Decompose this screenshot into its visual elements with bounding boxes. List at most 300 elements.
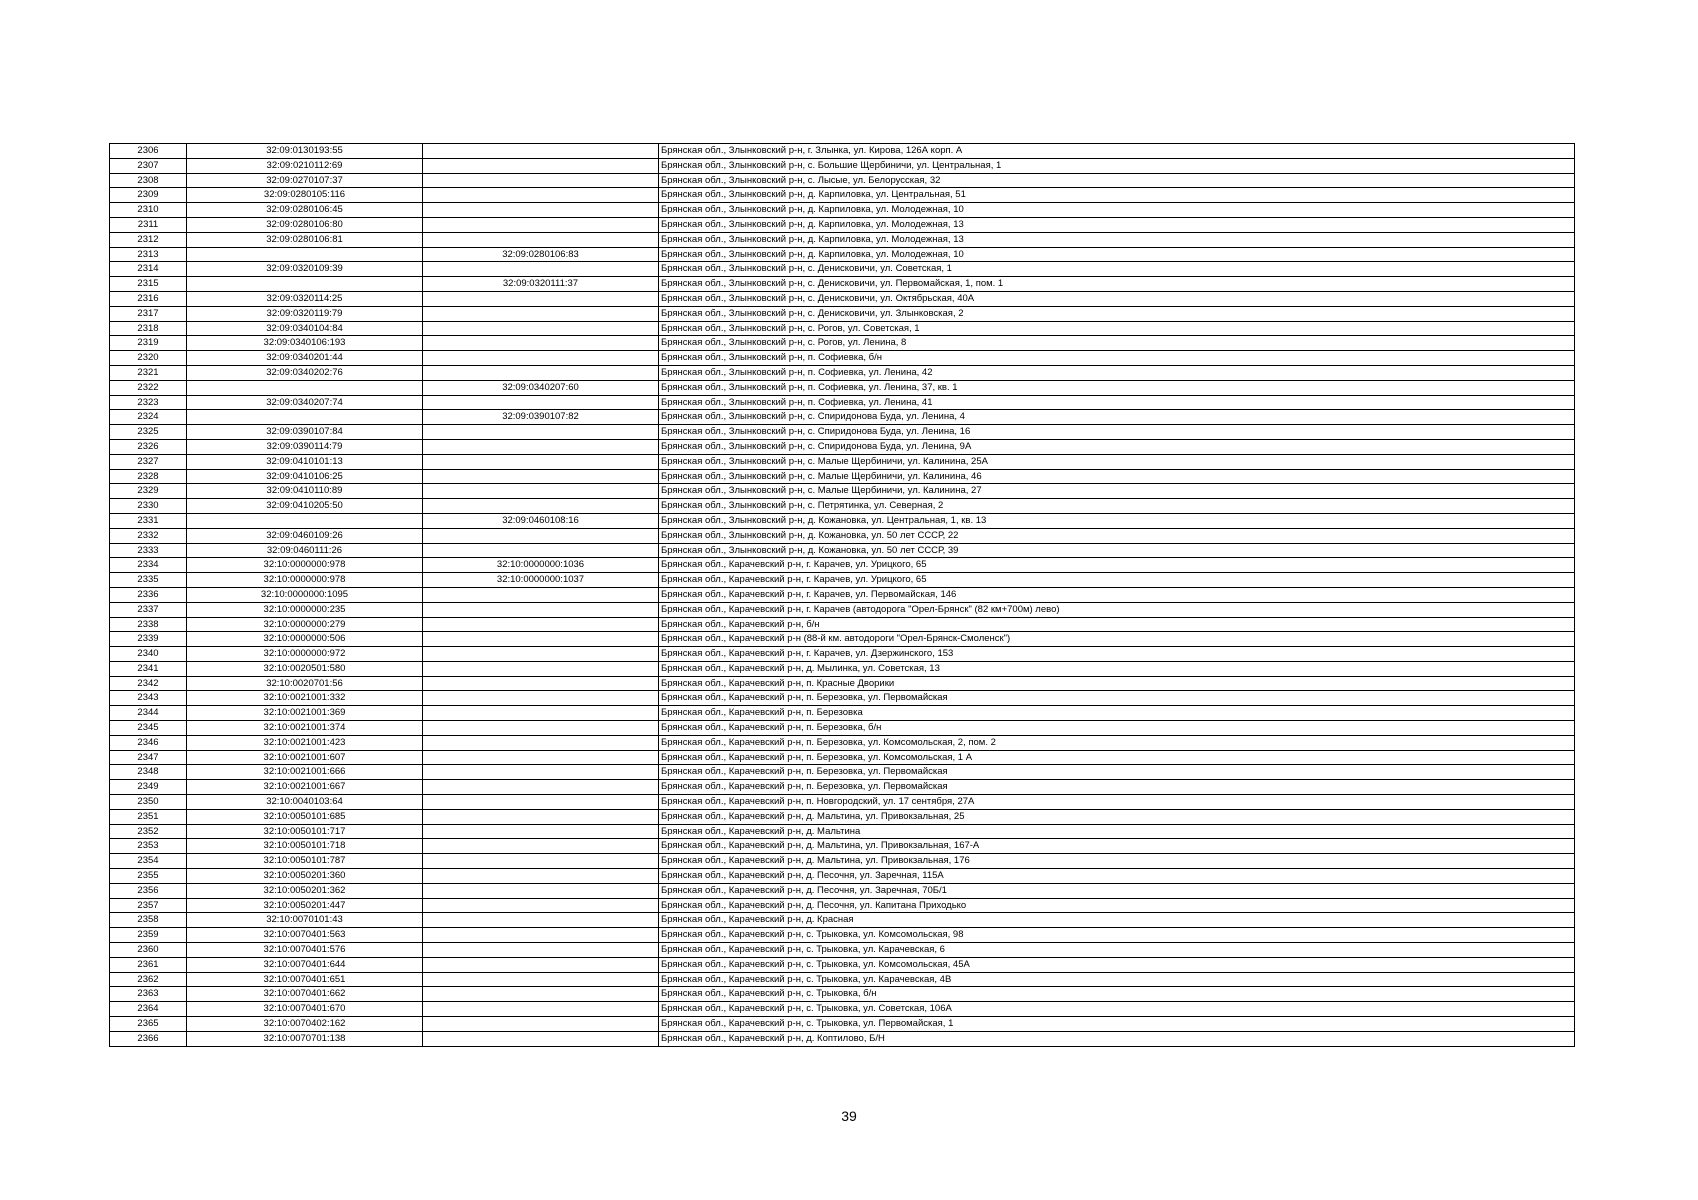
cadastral-number-cell: 32:09:0390114:79 (187, 439, 423, 454)
address-cell: Брянская обл., Карачевский р-н, с. Трыковка, ул. Первомайская, 1 (659, 1017, 1575, 1032)
address-cell: Брянская обл., Карачевский р-н, д. Коптилово, Б/Н (659, 1031, 1575, 1046)
address-cell: Брянская обл., Злынковский р-н, с. Петрятинка, ул. Северная, 2 (659, 499, 1575, 514)
row-number-cell: 2341 (110, 661, 187, 676)
related-cadastral-number-cell (423, 543, 659, 558)
address-cell: Брянская обл., Карачевский р-н, д. Песочня, ул. Заречная, 115А (659, 869, 1575, 884)
address-cell: Брянская обл., Злынковский р-н, с. Денисковичи, ул. Октябрьская, 40А (659, 291, 1575, 306)
table-body (110, 144, 1575, 1047)
related-cadastral-number-cell (423, 217, 659, 232)
table-row (110, 306, 1575, 321)
row-number-cell: 2354 (110, 854, 187, 869)
address-cell: Брянская обл., Карачевский р-н, д. Мальтина, ул. Привокзальная, 167-А (659, 839, 1575, 854)
row-number-cell: 2308 (110, 173, 187, 188)
related-cadastral-number-cell: 32:09:0390107:82 (423, 410, 659, 425)
table-row (110, 661, 1575, 676)
related-cadastral-number-cell (423, 943, 659, 958)
row-number-cell: 2321 (110, 365, 187, 380)
table-row (110, 291, 1575, 306)
related-cadastral-number-cell (423, 587, 659, 602)
table-row (110, 883, 1575, 898)
related-cadastral-number-cell (423, 144, 659, 159)
related-cadastral-number-cell (423, 661, 659, 676)
related-cadastral-number-cell (423, 1017, 659, 1032)
table-row (110, 188, 1575, 203)
address-cell: Брянская обл., Карачевский р-н, п. Березовка, ул. Комсомольская, 1 А (659, 750, 1575, 765)
address-cell: Брянская обл., Карачевский р-н, п. Новгородский, ул. 17 сентября, 27А (659, 795, 1575, 810)
table-row (110, 721, 1575, 736)
address-cell: Брянская обл., Злынковский р-н, с. Малые Щербиничи, ул. Калинина, 25А (659, 454, 1575, 469)
related-cadastral-number-cell (423, 173, 659, 188)
table-row (110, 277, 1575, 292)
row-number-cell: 2334 (110, 558, 187, 573)
address-cell: Брянская обл., Карачевский р-н, г. Карачев, ул. Первомайская, 146 (659, 587, 1575, 602)
related-cadastral-number-cell: 32:09:0460108:16 (423, 513, 659, 528)
table-row (110, 543, 1575, 558)
cadastral-number-cell: 32:09:0390107:84 (187, 425, 423, 440)
cadastral-number-cell: 32:09:0280105:116 (187, 188, 423, 203)
cadastral-number-cell: 32:09:0280106:45 (187, 203, 423, 218)
related-cadastral-number-cell (423, 454, 659, 469)
related-cadastral-number-cell (423, 824, 659, 839)
table-row (110, 321, 1575, 336)
related-cadastral-number-cell (423, 351, 659, 366)
row-number-cell: 2310 (110, 203, 187, 218)
table-row (110, 158, 1575, 173)
cadastral-number-cell (187, 410, 423, 425)
address-cell: Брянская обл., Злынковский р-н, д. Карпиловка, ул. Молодежная, 10 (659, 203, 1575, 218)
row-number-cell: 2359 (110, 928, 187, 943)
address-cell: Брянская обл., Карачевский р-н, п. Березовка, б/н (659, 721, 1575, 736)
table-row (110, 454, 1575, 469)
row-number-cell: 2315 (110, 277, 187, 292)
table-row (110, 380, 1575, 395)
related-cadastral-number-cell (423, 1002, 659, 1017)
cadastral-number-cell (187, 247, 423, 262)
row-number-cell: 2318 (110, 321, 187, 336)
cadastral-number-cell: 32:10:0070401:670 (187, 1002, 423, 1017)
address-cell: Брянская обл., Злынковский р-н, с. Малые Щербиничи, ул. Калинина, 46 (659, 469, 1575, 484)
cadastral-number-cell: 32:09:0210112:69 (187, 158, 423, 173)
cadastral-number-cell: 32:10:0040103:64 (187, 795, 423, 810)
table-row (110, 1031, 1575, 1046)
row-number-cell: 2352 (110, 824, 187, 839)
table-row (110, 676, 1575, 691)
address-cell: Брянская обл., Карачевский р-н, г. Карачев, ул. Дзержинского, 153 (659, 647, 1575, 662)
row-number-cell: 2338 (110, 617, 187, 632)
table-row (110, 750, 1575, 765)
related-cadastral-number-cell (423, 780, 659, 795)
cadastral-number-cell: 32:10:0070401:644 (187, 957, 423, 972)
related-cadastral-number-cell (423, 232, 659, 247)
row-number-cell: 2364 (110, 1002, 187, 1017)
related-cadastral-number-cell: 32:09:0340207:60 (423, 380, 659, 395)
row-number-cell: 2356 (110, 883, 187, 898)
cadastral-number-cell: 32:10:0050101:787 (187, 854, 423, 869)
table-row (110, 247, 1575, 262)
cadastral-number-cell: 32:09:0340104:84 (187, 321, 423, 336)
cadastral-number-cell: 32:10:0070701:138 (187, 1031, 423, 1046)
table-row (110, 957, 1575, 972)
cadastral-number-cell (187, 277, 423, 292)
table-row (110, 913, 1575, 928)
cadastral-number-cell: 32:10:0000000:506 (187, 632, 423, 647)
cadastral-number-cell: 32:10:0000000:978 (187, 558, 423, 573)
related-cadastral-number-cell (423, 706, 659, 721)
cadastral-number-cell: 32:09:0460109:26 (187, 528, 423, 543)
row-number-cell: 2343 (110, 691, 187, 706)
row-number-cell: 2337 (110, 602, 187, 617)
row-number-cell: 2355 (110, 869, 187, 884)
table-row (110, 647, 1575, 662)
cadastral-number-cell: 32:10:0050201:447 (187, 898, 423, 913)
row-number-cell: 2339 (110, 632, 187, 647)
row-number-cell: 2349 (110, 780, 187, 795)
table-row (110, 425, 1575, 440)
cadastral-number-cell: 32:09:0410101:13 (187, 454, 423, 469)
related-cadastral-number-cell (423, 647, 659, 662)
table-row (110, 1017, 1575, 1032)
data-table (109, 143, 1575, 1047)
related-cadastral-number-cell (423, 839, 659, 854)
cadastral-number-cell: 32:10:0000000:1095 (187, 587, 423, 602)
table-row (110, 410, 1575, 425)
address-cell: Брянская обл., Злынковский р-н, с. Денисковичи, ул. Советская, 1 (659, 262, 1575, 277)
related-cadastral-number-cell (423, 528, 659, 543)
cadastral-number-cell: 32:10:0050101:718 (187, 839, 423, 854)
table-row (110, 735, 1575, 750)
address-cell: Брянская обл., Карачевский р-н, с. Трыковка, ул. Карачевская, 4В (659, 972, 1575, 987)
address-cell: Брянская обл., Карачевский р-н, п. Березовка, ул. Комсомольская, 2, пом. 2 (659, 735, 1575, 750)
related-cadastral-number-cell (423, 676, 659, 691)
related-cadastral-number-cell (423, 158, 659, 173)
address-cell: Брянская обл., Злынковский р-н, с. Рогов, ул. Советская, 1 (659, 321, 1575, 336)
address-cell: Брянская обл., Злынковский р-н, п. Софиевка, ул. Ленина, 42 (659, 365, 1575, 380)
cadastral-number-cell: 32:10:0050201:360 (187, 869, 423, 884)
table-row (110, 262, 1575, 277)
address-cell: Брянская обл., Злынковский р-н, п. Софиевка, ул. Ленина, 41 (659, 395, 1575, 410)
related-cadastral-number-cell (423, 306, 659, 321)
related-cadastral-number-cell (423, 439, 659, 454)
cadastral-number-cell: 32:09:0340207:74 (187, 395, 423, 410)
related-cadastral-number-cell (423, 987, 659, 1002)
row-number-cell: 2345 (110, 721, 187, 736)
address-cell: Брянская обл., Злынковский р-н, с. Спиридонова Буда, ул. Ленина, 9А (659, 439, 1575, 454)
related-cadastral-number-cell (423, 735, 659, 750)
table-row (110, 617, 1575, 632)
address-cell: Брянская обл., Карачевский р-н, д. Песочня, ул. Заречная, 70Б/1 (659, 883, 1575, 898)
row-number-cell: 2306 (110, 144, 187, 159)
row-number-cell: 2361 (110, 957, 187, 972)
table-row (110, 987, 1575, 1002)
row-number-cell: 2328 (110, 469, 187, 484)
cadastral-number-cell: 32:09:0410106:25 (187, 469, 423, 484)
cadastral-number-cell: 32:10:0000000:279 (187, 617, 423, 632)
row-number-cell: 2366 (110, 1031, 187, 1046)
cadastral-number-cell: 32:09:0320109:39 (187, 262, 423, 277)
table-row (110, 144, 1575, 159)
table-row (110, 587, 1575, 602)
related-cadastral-number-cell (423, 795, 659, 810)
address-cell: Брянская обл., Злынковский р-н, с. Денисковичи, ул. Первомайская, 1, пом. 1 (659, 277, 1575, 292)
table-row (110, 809, 1575, 824)
row-number-cell: 2350 (110, 795, 187, 810)
table-row (110, 395, 1575, 410)
address-cell: Брянская обл., Карачевский р-н, д. Песочня, ул. Капитана Приходько (659, 898, 1575, 913)
address-cell: Брянская обл., Карачевский р-н, с. Трыковка, ул. Комсомольская, 98 (659, 928, 1575, 943)
related-cadastral-number-cell (423, 602, 659, 617)
row-number-cell: 2353 (110, 839, 187, 854)
related-cadastral-number-cell: 32:09:0320111:37 (423, 277, 659, 292)
page-number: 39 (841, 1108, 857, 1124)
cadastral-number-cell: 32:09:0340201:44 (187, 351, 423, 366)
table-row (110, 528, 1575, 543)
table-row (110, 351, 1575, 366)
cadastral-number-cell: 32:10:0000000:978 (187, 573, 423, 588)
related-cadastral-number-cell (423, 425, 659, 440)
address-cell: Брянская обл., Карачевский р-н, п. Березовка, ул. Первомайская (659, 765, 1575, 780)
cadastral-number-cell: 32:10:0000000:972 (187, 647, 423, 662)
related-cadastral-number-cell (423, 750, 659, 765)
row-number-cell: 2348 (110, 765, 187, 780)
cadastral-number-cell: 32:10:0050101:685 (187, 809, 423, 824)
table-row (110, 854, 1575, 869)
cadastral-number-cell: 32:09:0280106:81 (187, 232, 423, 247)
row-number-cell: 2319 (110, 336, 187, 351)
related-cadastral-number-cell (423, 188, 659, 203)
table-row (110, 898, 1575, 913)
table-row (110, 173, 1575, 188)
address-cell: Брянская обл., Карачевский р-н, с. Трыковка, ул. Карачевская, 6 (659, 943, 1575, 958)
address-cell: Брянская обл., Злынковский р-н, п. Софиевка, ул. Ленина, 37, кв. 1 (659, 380, 1575, 395)
cadastral-number-cell: 32:10:0020701:56 (187, 676, 423, 691)
row-number-cell: 2325 (110, 425, 187, 440)
address-cell: Брянская обл., Карачевский р-н, д. Красная (659, 913, 1575, 928)
table-row (110, 573, 1575, 588)
row-number-cell: 2320 (110, 351, 187, 366)
table-row (110, 513, 1575, 528)
row-number-cell: 2323 (110, 395, 187, 410)
cadastral-number-cell: 32:09:0410110:89 (187, 484, 423, 499)
row-number-cell: 2309 (110, 188, 187, 203)
address-cell: Брянская обл., Карачевский р-н, п. Красные Дворики (659, 676, 1575, 691)
table-row (110, 943, 1575, 958)
table-row (110, 469, 1575, 484)
related-cadastral-number-cell (423, 262, 659, 277)
row-number-cell: 2344 (110, 706, 187, 721)
row-number-cell: 2332 (110, 528, 187, 543)
table-row (110, 365, 1575, 380)
related-cadastral-number-cell (423, 898, 659, 913)
address-cell: Брянская обл., Злынковский р-н, д. Карпиловка, ул. Молодежная, 13 (659, 217, 1575, 232)
address-cell: Брянская обл., Карачевский р-н, п. Березовка, ул. Первомайская (659, 691, 1575, 706)
cadastral-number-cell: 32:09:0320114:25 (187, 291, 423, 306)
cadastral-number-cell: 32:09:0320119:79 (187, 306, 423, 321)
related-cadastral-number-cell (423, 869, 659, 884)
related-cadastral-number-cell (423, 765, 659, 780)
related-cadastral-number-cell: 32:09:0280106:83 (423, 247, 659, 262)
row-number-cell: 2330 (110, 499, 187, 514)
row-number-cell: 2317 (110, 306, 187, 321)
row-number-cell: 2340 (110, 647, 187, 662)
table-row (110, 499, 1575, 514)
cadastral-number-cell (187, 380, 423, 395)
cadastral-number-cell: 32:10:0000000:235 (187, 602, 423, 617)
related-cadastral-number-cell (423, 321, 659, 336)
cadastral-number-cell: 32:10:0021001:666 (187, 765, 423, 780)
table-row (110, 706, 1575, 721)
address-cell: Брянская обл., Злынковский р-н, с. Спиридонова Буда, ул. Ленина, 4 (659, 410, 1575, 425)
cadastral-number-cell: 32:10:0050201:362 (187, 883, 423, 898)
row-number-cell: 2363 (110, 987, 187, 1002)
table-row (110, 232, 1575, 247)
table-row (110, 602, 1575, 617)
row-number-cell: 2307 (110, 158, 187, 173)
row-number-cell: 2351 (110, 809, 187, 824)
row-number-cell: 2327 (110, 454, 187, 469)
cadastral-number-cell: 32:10:0070401:662 (187, 987, 423, 1002)
cadastral-number-cell: 32:10:0070101:43 (187, 913, 423, 928)
address-cell: Брянская обл., Карачевский р-н, г. Карачев, ул. Урицкого, 65 (659, 558, 1575, 573)
address-cell: Брянская обл., Злынковский р-н, д. Карпиловка, ул. Молодежная, 13 (659, 232, 1575, 247)
related-cadastral-number-cell (423, 721, 659, 736)
table-row (110, 691, 1575, 706)
row-number-cell: 2362 (110, 972, 187, 987)
address-cell: Брянская обл., Карачевский р-н (88-й км. автодороги "Орел-Брянск-Смоленск") (659, 632, 1575, 647)
address-cell: Брянская обл., Карачевский р-н, д. Мальтина, ул. Привокзальная, 176 (659, 854, 1575, 869)
row-number-cell: 2331 (110, 513, 187, 528)
address-cell: Брянская обл., Карачевский р-н, д. Мальтина, ул. Привокзальная, 25 (659, 809, 1575, 824)
related-cadastral-number-cell (423, 291, 659, 306)
table-row (110, 558, 1575, 573)
cadastral-number-cell: 32:10:0021001:374 (187, 721, 423, 736)
related-cadastral-number-cell (423, 1031, 659, 1046)
cadastral-number-cell: 32:10:0021001:667 (187, 780, 423, 795)
row-number-cell: 2314 (110, 262, 187, 277)
address-cell: Брянская обл., Карачевский р-н, п. Березовка (659, 706, 1575, 721)
address-cell: Брянская обл., Карачевский р-н, с. Трыковка, ул. Советская, 106А (659, 1002, 1575, 1017)
related-cadastral-number-cell (423, 854, 659, 869)
address-cell: Брянская обл., Злынковский р-н, с. Лысые, ул. Белорусская, 32 (659, 173, 1575, 188)
address-cell: Брянская обл., Карачевский р-н, д. Мылинка, ул. Советская, 13 (659, 661, 1575, 676)
cadastral-number-cell: 32:09:0280106:80 (187, 217, 423, 232)
table-row (110, 795, 1575, 810)
cadastral-number-cell: 32:09:0460111:26 (187, 543, 423, 558)
related-cadastral-number-cell (423, 632, 659, 647)
related-cadastral-number-cell: 32:10:0000000:1037 (423, 573, 659, 588)
related-cadastral-number-cell (423, 809, 659, 824)
related-cadastral-number-cell (423, 395, 659, 410)
row-number-cell: 2312 (110, 232, 187, 247)
row-number-cell: 2357 (110, 898, 187, 913)
table-row (110, 928, 1575, 943)
cadastral-number-cell: 32:09:0410205:50 (187, 499, 423, 514)
cadastral-number-cell: 32:09:0340202:76 (187, 365, 423, 380)
address-cell: Брянская обл., Карачевский р-н, с. Трыковка, б/н (659, 987, 1575, 1002)
row-number-cell: 2322 (110, 380, 187, 395)
related-cadastral-number-cell (423, 499, 659, 514)
address-cell: Брянская обл., Злынковский р-н, д. Карпиловка, ул. Центральная, 51 (659, 188, 1575, 203)
cadastral-number-cell: 32:10:0020501:580 (187, 661, 423, 676)
row-number-cell: 2358 (110, 913, 187, 928)
cadastral-number-cell: 32:10:0050101:717 (187, 824, 423, 839)
address-cell: Брянская обл., Карачевский р-н, п. Березовка, ул. Первомайская (659, 780, 1575, 795)
table-row (110, 765, 1575, 780)
address-cell: Брянская обл., Злынковский р-н, д. Кожановка, ул. Центральная, 1, кв. 13 (659, 513, 1575, 528)
address-cell: Брянская обл., Карачевский р-н, д. Мальтина (659, 824, 1575, 839)
table-row (110, 203, 1575, 218)
row-number-cell: 2313 (110, 247, 187, 262)
related-cadastral-number-cell (423, 957, 659, 972)
related-cadastral-number-cell (423, 972, 659, 987)
address-cell: Брянская обл., Злынковский р-н, с. Денисковичи, ул. Злынковская, 2 (659, 306, 1575, 321)
address-cell: Брянская обл., Злынковский р-н, д. Кожановка, ул. 50 лет СССР, 22 (659, 528, 1575, 543)
row-number-cell: 2335 (110, 573, 187, 588)
cadastral-number-cell (187, 513, 423, 528)
row-number-cell: 2324 (110, 410, 187, 425)
table-row (110, 824, 1575, 839)
row-number-cell: 2346 (110, 735, 187, 750)
address-cell: Брянская обл., Злынковский р-н, с. Рогов, ул. Ленина, 8 (659, 336, 1575, 351)
address-cell: Брянская обл., Злынковский р-н, с. Большие Щербиничи, ул. Центральная, 1 (659, 158, 1575, 173)
related-cadastral-number-cell (423, 484, 659, 499)
row-number-cell: 2311 (110, 217, 187, 232)
table-row (110, 217, 1575, 232)
row-number-cell: 2342 (110, 676, 187, 691)
table-row (110, 869, 1575, 884)
table-row (110, 839, 1575, 854)
related-cadastral-number-cell (423, 691, 659, 706)
row-number-cell: 2329 (110, 484, 187, 499)
cadastral-number-cell: 32:10:0070401:576 (187, 943, 423, 958)
address-cell: Брянская обл., Злынковский р-н, д. Кожановка, ул. 50 лет СССР, 39 (659, 543, 1575, 558)
cadastral-number-cell: 32:10:0021001:332 (187, 691, 423, 706)
address-cell: Брянская обл., Злынковский р-н, с. Малые Щербиничи, ул. Калинина, 27 (659, 484, 1575, 499)
row-number-cell: 2316 (110, 291, 187, 306)
table-row (110, 484, 1575, 499)
cadastral-number-cell: 32:09:0130193:55 (187, 144, 423, 159)
row-number-cell: 2333 (110, 543, 187, 558)
cadastral-number-cell: 32:10:0021001:423 (187, 735, 423, 750)
address-cell: Брянская обл., Злынковский р-н, п. Софиевка, б/н (659, 351, 1575, 366)
row-number-cell: 2360 (110, 943, 187, 958)
row-number-cell: 2326 (110, 439, 187, 454)
address-cell: Брянская обл., Карачевский р-н, г. Карачев, ул. Урицкого, 65 (659, 573, 1575, 588)
address-cell: Брянская обл., Карачевский р-н, с. Трыковка, ул. Комсомольская, 45А (659, 957, 1575, 972)
cadastral-number-cell: 32:10:0021001:369 (187, 706, 423, 721)
cadastral-number-cell: 32:10:0070401:651 (187, 972, 423, 987)
table-row (110, 780, 1575, 795)
related-cadastral-number-cell (423, 883, 659, 898)
cadastral-number-cell: 32:10:0070402:162 (187, 1017, 423, 1032)
table-row (110, 972, 1575, 987)
related-cadastral-number-cell (423, 928, 659, 943)
row-number-cell: 2347 (110, 750, 187, 765)
related-cadastral-number-cell (423, 469, 659, 484)
related-cadastral-number-cell (423, 336, 659, 351)
related-cadastral-number-cell: 32:10:0000000:1036 (423, 558, 659, 573)
cadastral-number-cell: 32:09:0270107:37 (187, 173, 423, 188)
cadastral-number-cell: 32:10:0021001:607 (187, 750, 423, 765)
address-cell: Брянская обл., Злынковский р-н, с. Спиридонова Буда, ул. Ленина, 16 (659, 425, 1575, 440)
table-row (110, 632, 1575, 647)
address-cell: Брянская обл., Злынковский р-н, д. Карпиловка, ул. Молодежная, 10 (659, 247, 1575, 262)
table-row (110, 336, 1575, 351)
table-row (110, 1002, 1575, 1017)
related-cadastral-number-cell (423, 203, 659, 218)
row-number-cell: 2365 (110, 1017, 187, 1032)
row-number-cell: 2336 (110, 587, 187, 602)
cadastral-number-cell: 32:09:0340106:193 (187, 336, 423, 351)
